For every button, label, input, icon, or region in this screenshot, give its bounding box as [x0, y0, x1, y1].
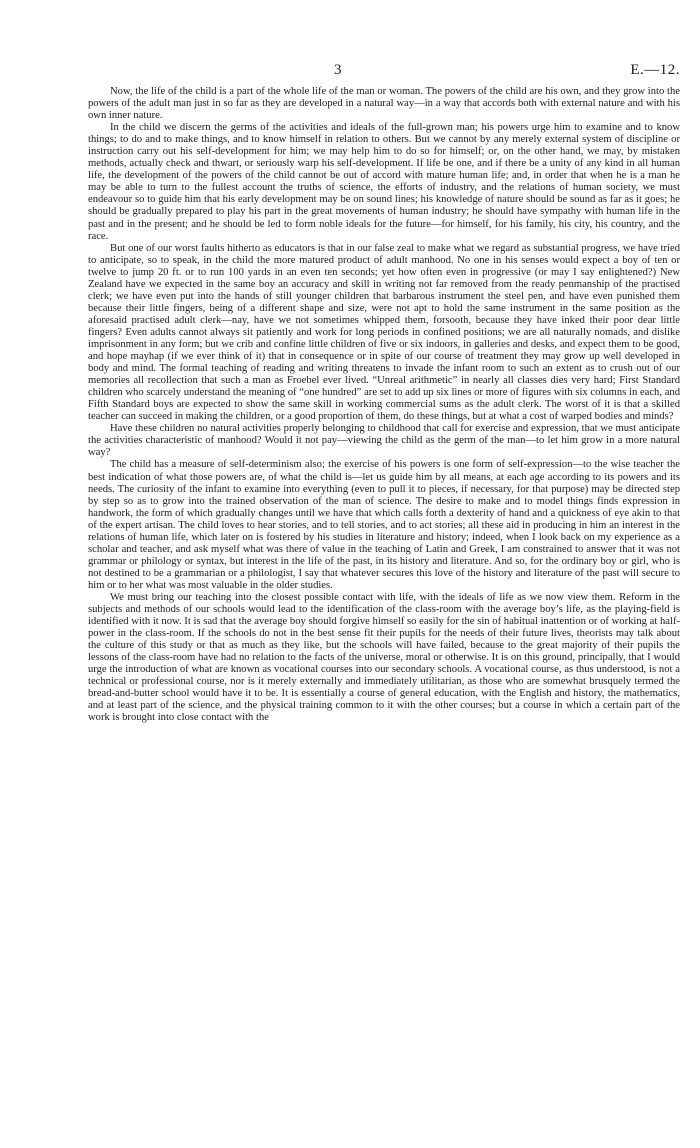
paragraph: The child has a measure of self-determinism also; the exercise of his powers is one form of self-expression—to the wise teacher the best indication of what those powers are, of what the child is—let us guide him by all means, at each age according to its powers and its needs. The curiosity of the infant to examine into everything (even to pull it to pieces, if necessary, for that purpose) may be directed step by step so as to grow into the trained observation of the man of science. The desire to make and to model things finds expression in handwork, the form of which gradually changes until we have that which calls forth a dexterity of hand and a quickness of eye akin to that of the expert artisan. The child loves to hear stories, and to tell stories, and to act stories; all these aid in producing in him an interest in the relations of human life, which later on is fostered by his studies in literature and history; indeed, when I look back on my experience as a scholar and teacher, and ask myself what was there of value in the teaching of Latin and Greek, I am constrained to answer that it was not grammar or philology or syntax, but interest in the life of the past, in its history and literature. And so, for the ordinary boy or girl, who is not destined to be a grammarian or a philologist, I say that whatever secures this love of the history and literature of the past will secure to him or to her what was most valuable in the older studies. — [88, 459, 680, 591]
document-reference: E.—12. — [630, 62, 680, 78]
paragraph: In the child we discern the germs of the activities and ideals of the full-grown man; his powers urge him to examine and to know things; to do and to make things, and to know himself in relation to others. But we cannot by any merely external system of discipline or instruction carry out his self-development for him; we may help him to do so for himself; or, on the other hand, we may, by mistaken methods, actually check and thwart, or seriously warp his self-development. If life be one, and if there be a unity of any kind in all human life, the development of the powers of the child cannot be out of accord with mature human life; and, in order that when he is a man he may be able to turn to the fullest account the truths of science, the efforts of industry, and the relations of human society, we must endeavour so to guide him that his early development may be on sound lines; his knowledge of nature should be sound as far as it goes; he should be gradually prepared to play his part in the great movements of human industry; he should have sympathy with human life in the past and in the present; and he should be led to form noble ideals for the future—for himself, for his family, his city, his country, and the race. — [88, 122, 680, 242]
paragraph: Have these children no natural activities properly belonging to childhood that call for exercise and expression, that we must anticipate the activities characteristic of manhood? Would it not pay—viewing the child as the germ of the man—to let him grow in a more natural way? — [88, 423, 680, 459]
page-number: 3 — [334, 62, 342, 78]
paragraph: Now, the life of the child is a part of the whole life of the man or woman. The powers of the child are his own, and they grow into the powers of the adult man just in so far as they are developed in a natural way—in a way that accords both with external nature and with his own inner nature. — [88, 86, 680, 122]
body-text — [88, 86, 680, 724]
paragraph: We must bring our teaching into the closest possible contact with life, with the ideals of life as we now view them. Reform in the subjects and methods of our schools would lead to the identification of the class-room with the average boy’s life, as the playing-field is identified with it now. It is sad that the average boy should forgive himself so easily for the sin of habitual inattention or of working at half-power in the class-room. If the schools do not in the best sense fit their pupils for the needs of their future lives, theorists may talk about the culture of this study or that as much as they like, but the schools will have failed, because to the great majority of their pupils the lessons of the class-room have had no relation to the facts of the universe, moral or otherwise. It is on this ground, principally, that I would urge the introduction of what are known as vocational courses into our secondary schools. A vocational course, as thus understood, is not a technical or professional course, nor is it merely externally and immediately utilitarian, as those who are somewhat brusquely termed the bread-and-butter school would have it to be. It is essentially a course of general education, with the English and history, the mathematics, and at least part of the science, and the physical training common to it with the other courses; but a course in which a certain part of the work is brought into close contact with the — [88, 591, 680, 724]
document-page — [88, 62, 680, 724]
page-header — [88, 62, 680, 86]
paragraph: But one of our worst faults hitherto as educators is that in our false zeal to make what we regard as substantial progress, we have tried to anticipate, so to speak, in the child the more matured product of adult manhood. No one in his senses would expect a boy of ten or twelve to jump 20 ft. or to run 100 yards in an even ten seconds; yet how often even in progressive (or may I say enlightened?) New Zealand have we expected in the same boy an accuracy and skill in writing not far removed from the ready penmanship of the practised clerk; we have even put into the hands of still younger children that barbarous instrument the steel pen, and have even punished them because their little fingers, being of a different shape and size, were not apt to hold the same instrument in the same position as the aforesaid practised adult clerk—nay, have we not sometimes whipped them, forsooth, because they have inked their poor dear little fingers? Even adults cannot always sit patiently and work for long periods in confined positions; we are all naturally nomads, and dislike imprisonment in any form; but we crib and confine little children of five or six indoors, in galleries and desks, and expect them to be good, and hope mayhap (if we ever think of it) that in consequence or in spite of our course of treatment they may grow up well developed in body and mind. The formal teaching of reading and writing threatens to invade the infant room to such an extent as to crush out of our memories all recollection that such a man as Froebel ever lived. “Unreal arithmetic” in nearly all classes dies very hard; First Standard children who scarcely understand the meaning of “one hundred” are set to add up six lines or more of figures with six columns in each, and Fifth Standard boys are expected to show the same skill in working commercial sums as the adult clerk. The worst of it is that a skilled teacher can succeed in making the children, or a good proportion of them, do these things, but at what a cost of warped bodies and minds? — [88, 242, 680, 423]
